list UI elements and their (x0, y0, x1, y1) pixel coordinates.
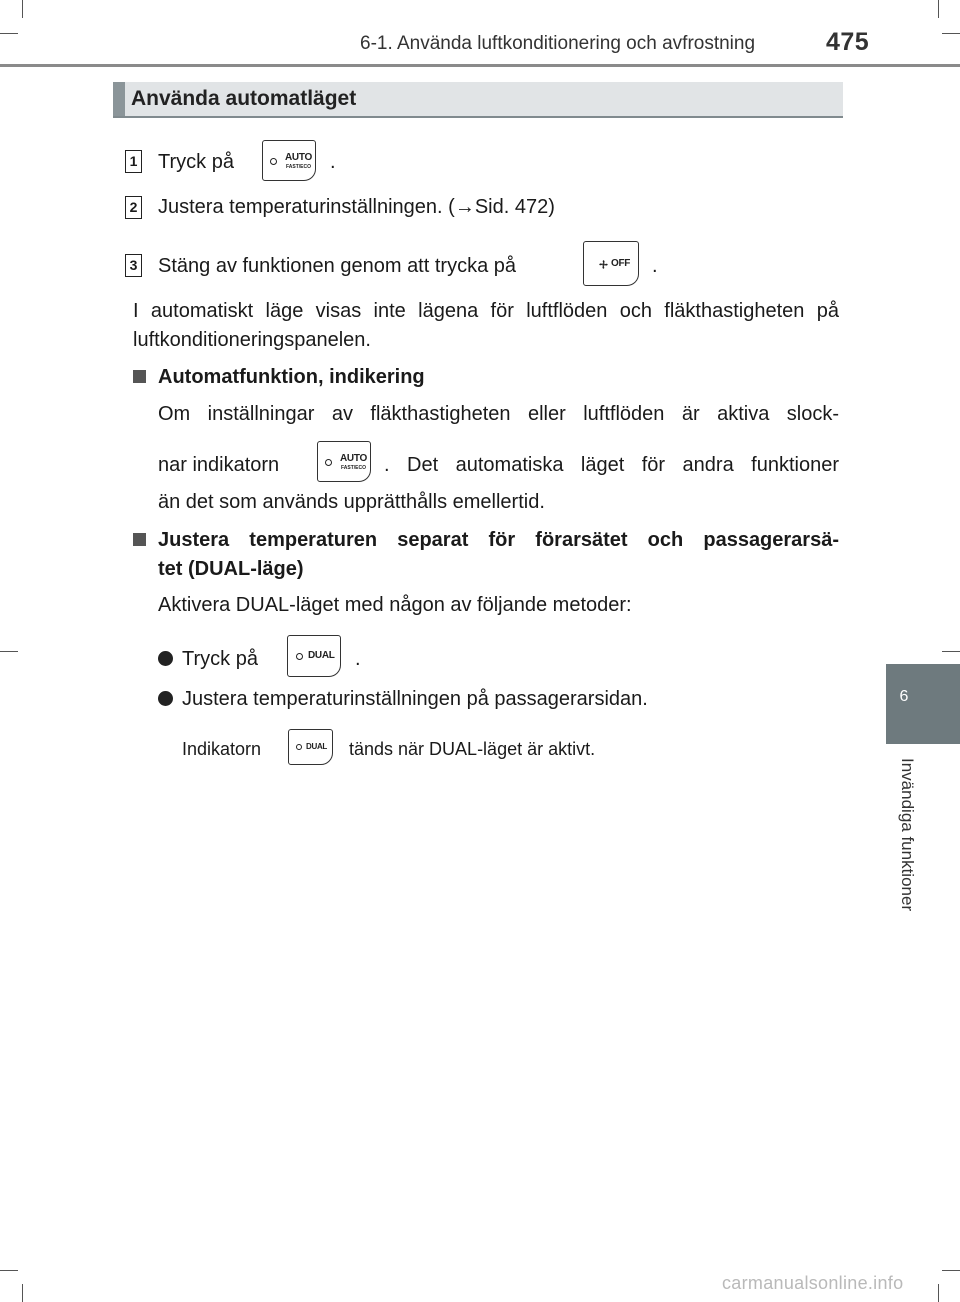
auto-section-line2-end: . Det automatiska läget för andra funktioner (384, 454, 839, 476)
dual-indicator-button (288, 729, 333, 765)
indicator-led-icon (325, 459, 332, 466)
dual-bullet-1-period: . (355, 648, 361, 670)
crop-mark (942, 33, 960, 34)
auto-button-label: AUTO (340, 453, 367, 464)
step-3-period: . (652, 255, 658, 277)
header-rule (0, 64, 960, 67)
step-number-1: 1 (125, 150, 142, 173)
step-1-text: Tryck på (158, 151, 234, 173)
section-title: Använda automatläget (131, 87, 357, 110)
step-1-period: . (330, 151, 336, 173)
intro-paragraph: I automatiskt läge visas inte lägena för luftflöden och fläkthastigheten på luftkonditioneringspanelen. (133, 300, 839, 351)
round-bullet-icon (158, 691, 173, 706)
watermark: carmanualsonline.info (722, 1273, 904, 1293)
crop-mark (0, 33, 18, 34)
auto-section-line2-start: nar indikatorn (158, 454, 280, 476)
fan-icon (598, 259, 609, 270)
crop-mark (22, 0, 23, 18)
crop-mark (942, 1270, 960, 1271)
dual-button-label: DUAL (308, 650, 335, 661)
step-2-text: Justera temperaturinställningen. (→Sid. 472) (158, 196, 555, 218)
step-number-3: 3 (125, 254, 142, 277)
auto-section-heading: Automatfunktion, indikering (158, 366, 425, 388)
indicator-led-icon (296, 653, 303, 660)
crop-mark (0, 651, 18, 652)
dual-note-start: Indikatorn (182, 739, 262, 759)
square-bullet-icon (133, 533, 146, 546)
crop-mark (22, 1284, 23, 1302)
indicator-led-icon (296, 744, 302, 750)
auto-button-sublabel: FAST/ECO (286, 164, 312, 170)
step-number-2: 2 (125, 196, 142, 219)
crop-mark (942, 651, 960, 652)
chapter-label: Invändiga funktioner (898, 758, 917, 912)
round-bullet-icon (158, 651, 173, 666)
section-title-accent (113, 82, 125, 116)
dual-section-heading-line2: tet (DUAL-läge) (158, 558, 304, 580)
section-title-bar (113, 82, 843, 118)
chapter-number: 6 (899, 688, 909, 705)
dual-section-intro: Aktivera DUAL-läget med någon av följande metoder: (158, 594, 632, 616)
auto-section-line1: Om inställningar av fläkthastigheten eller luftflöden är aktiva slock- (158, 403, 839, 425)
header-section-title: 6-1. Använda luftkonditionering och avfrostning (360, 33, 756, 54)
dual-note-end: tänds när DUAL-läget är aktivt. (349, 739, 596, 759)
auto-button-label: AUTO (285, 152, 312, 163)
off-button-label: OFF (611, 258, 631, 269)
auto-indicator-button (317, 441, 371, 482)
auto-section-line3: än det som används upprätthålls emellertid. (158, 491, 545, 513)
step-3-text: Stäng av funktionen genom att trycka på (158, 255, 516, 277)
auto-button[interactable] (262, 140, 316, 181)
fan-off-button[interactable] (583, 241, 639, 286)
dual-section-heading-line1: Justera temperaturen separat för förarsätet och passagerarsä- (158, 529, 839, 551)
page-number: 475 (826, 28, 870, 56)
dual-button[interactable] (287, 635, 341, 677)
square-bullet-icon (133, 370, 146, 383)
dual-bullet-2-text: Justera temperaturinställningen på passagerarsidan. (182, 688, 648, 710)
indicator-led-icon (270, 158, 277, 165)
crop-mark (938, 1284, 939, 1302)
crop-mark (0, 1270, 18, 1271)
dual-bullet-1-text: Tryck på (182, 648, 258, 670)
dual-button-label: DUAL (306, 742, 328, 751)
crop-mark (938, 0, 939, 18)
auto-button-sublabel: FAST/ECO (341, 465, 367, 471)
